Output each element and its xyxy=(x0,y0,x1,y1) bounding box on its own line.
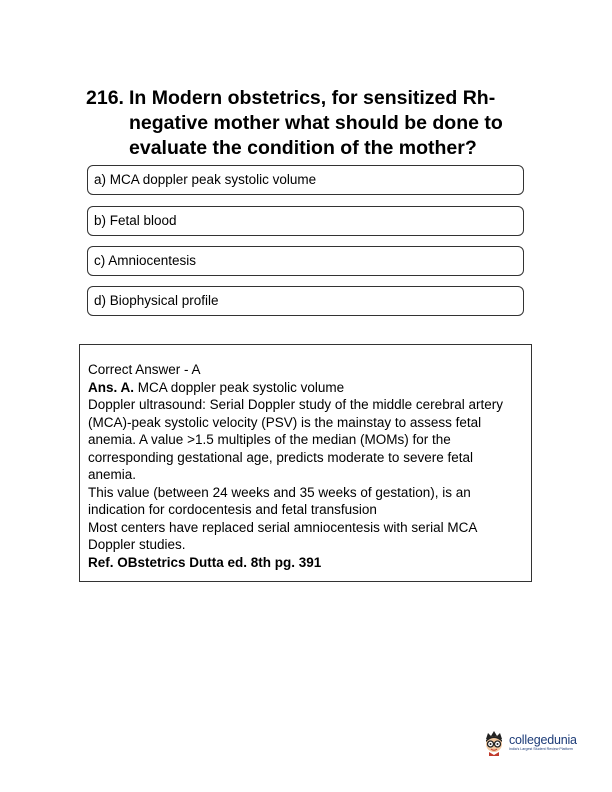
option-b[interactable]: b) Fetal blood xyxy=(87,206,524,236)
answer-line xyxy=(88,379,521,397)
option-d[interactable]: d) Biophysical profile xyxy=(87,286,524,316)
question-number: 216. xyxy=(86,87,124,109)
logo-tagline: India's Largest Student Review Platform xyxy=(509,747,573,751)
correct-answer: Correct Answer - A xyxy=(88,362,201,377)
explanation-paragraph-1: Doppler ultrasound: Serial Doppler study of the middle cerebral artery (MCA)-peak systolic velocity (PSV) is the mainstay to assess fetal anemia. A value >1.5 multiples of the median (MOMs) for the corresponding gestational age, predicts moderate to severe fetal anemia. xyxy=(88,397,503,482)
question xyxy=(86,86,526,161)
mascot-icon xyxy=(482,730,506,756)
answer-label: Ans. A. xyxy=(88,379,135,395)
option-c[interactable]: c) Amniocentesis xyxy=(87,246,524,276)
answer-box xyxy=(79,344,532,582)
question-text: In Modern obstetrics, for sensitized Rh-negative mother what should be done to evaluate the condition of the mother? xyxy=(129,87,503,159)
logo-name: collegedunia xyxy=(509,733,577,747)
explanation-paragraph-3: Most centers have replaced serial amniocentesis with serial MCA Doppler studies. xyxy=(88,519,477,552)
reference: Ref. OBstetrics Dutta ed. 8th pg. 391 xyxy=(88,554,322,570)
answer-text: MCA doppler peak systolic volume xyxy=(134,379,345,395)
collegedunia-logo xyxy=(482,730,592,764)
option-a[interactable]: a) MCA doppler peak systolic volume xyxy=(87,165,524,195)
explanation-paragraph-2: This value (between 24 weeks and 35 weeks of gestation), is an indication for cordocentesis and fetal transfusion xyxy=(88,484,471,517)
